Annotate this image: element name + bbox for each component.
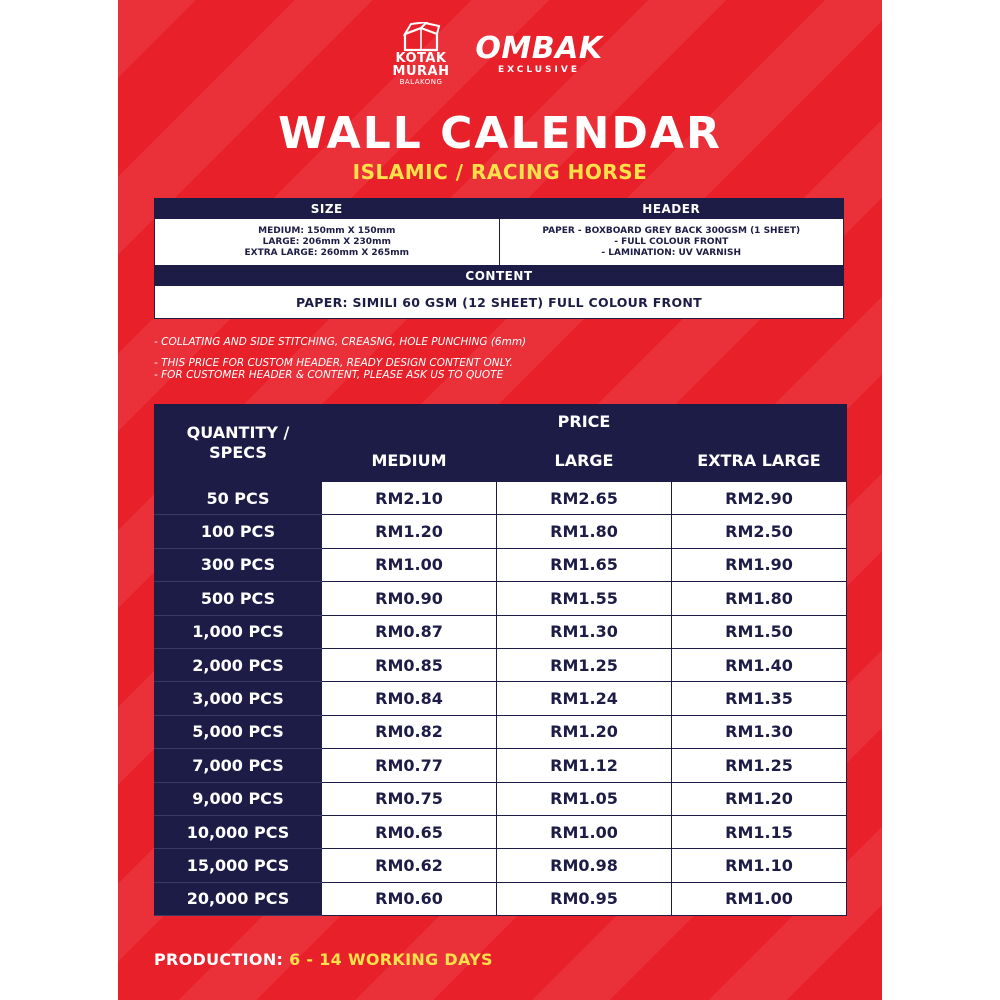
qty-cell: 3,000 PCS: [155, 682, 322, 715]
column-header-medium: MEDIUM: [322, 439, 497, 482]
table-row: [155, 882, 847, 915]
qty-cell: 10,000 PCS: [155, 815, 322, 848]
table-row: [155, 582, 847, 615]
price-medium-cell: RM1.00: [322, 548, 497, 581]
table-row: [155, 615, 847, 648]
price-medium-cell: RM0.75: [322, 782, 497, 815]
header-spec-header: HEADER: [499, 199, 844, 219]
content-details: PAPER: SIMILI 60 GSM (12 SHEET) FULL COLOUR FRONT: [155, 286, 844, 319]
qty-cell: 9,000 PCS: [155, 782, 322, 815]
price-xl-cell: RM1.10: [672, 849, 847, 882]
quantity-header: [155, 405, 322, 482]
content-header: CONTENT: [155, 266, 844, 286]
price-large-cell: RM0.98: [497, 849, 672, 882]
price-large-cell: RM1.00: [497, 815, 672, 848]
note-line: - COLLATING AND SIDE STITCHING, CREASNG, HOLE PUNCHING (6mm): [154, 336, 527, 348]
size-line: LARGE: 206mm X 230mm: [262, 236, 391, 247]
price-large-cell: RM1.80: [497, 515, 672, 548]
price-table: [154, 404, 847, 916]
price-large-cell: RM2.65: [497, 482, 672, 515]
location-text: BALAKONG: [399, 78, 443, 86]
price-large-cell: RM0.95: [497, 882, 672, 915]
table-row: [155, 715, 847, 748]
price-xl-cell: RM1.50: [672, 615, 847, 648]
price-medium-cell: RM0.87: [322, 615, 497, 648]
price-xl-cell: RM1.20: [672, 782, 847, 815]
price-medium-cell: RM0.90: [322, 582, 497, 615]
size-line: EXTRA LARGE: 260mm X 265mm: [244, 247, 409, 258]
header-line: - FULL COLOUR FRONT: [614, 236, 729, 247]
qty-cell: 100 PCS: [155, 515, 322, 548]
price-large-cell: RM1.24: [497, 682, 672, 715]
production-label: PRODUCTION:: [154, 950, 284, 969]
table-row: [155, 849, 847, 882]
price-medium-cell: RM0.65: [322, 815, 497, 848]
qty-cell: 15,000 PCS: [155, 849, 322, 882]
price-medium-cell: RM0.62: [322, 849, 497, 882]
price-xl-cell: RM2.90: [672, 482, 847, 515]
qty-cell: 50 PCS: [155, 482, 322, 515]
page-subtitle: ISLAMIC / RACING HORSE: [352, 160, 648, 184]
header-line: - LAMINATION: UV VARNISH: [601, 247, 742, 258]
notes: [154, 336, 526, 381]
header-line: PAPER - BOXBOARD GREY BACK 300GSM (1 SHEET): [542, 225, 801, 236]
page-title: WALL CALENDAR: [278, 108, 722, 159]
price-xl-cell: RM1.25: [672, 749, 847, 782]
table-row: [155, 749, 847, 782]
price-xl-cell: RM1.30: [672, 715, 847, 748]
size-line: MEDIUM: 150mm X 150mm: [258, 225, 396, 236]
quantity-header-line: SPECS: [209, 443, 267, 462]
column-header-extra-large: EXTRA LARGE: [672, 439, 847, 482]
price-large-cell: RM1.65: [497, 548, 672, 581]
price-medium-cell: RM0.85: [322, 648, 497, 681]
qty-cell: 1,000 PCS: [155, 615, 322, 648]
poster: [118, 0, 882, 1000]
table-row: [155, 515, 847, 548]
price-table-body: [155, 482, 847, 916]
table-row: [155, 815, 847, 848]
price-medium-cell: RM0.77: [322, 749, 497, 782]
qty-cell: 500 PCS: [155, 582, 322, 615]
size-header: SIZE: [155, 199, 500, 219]
price-xl-cell: RM1.15: [672, 815, 847, 848]
price-medium-cell: RM1.20: [322, 515, 497, 548]
column-header-large: LARGE: [497, 439, 672, 482]
note-line: - FOR CUSTOMER HEADER & CONTENT, PLEASE ASK US TO QUOTE: [154, 369, 504, 381]
ombak-wordmark: OMBAK: [475, 31, 603, 66]
price-large-cell: RM1.05: [497, 782, 672, 815]
qty-cell: 300 PCS: [155, 548, 322, 581]
kotak-murah-logo: [386, 22, 456, 98]
spec-table: [154, 198, 844, 319]
ombak-logo: [474, 31, 604, 76]
murah-text: MURAH: [392, 64, 450, 79]
qty-cell: 20,000 PCS: [155, 882, 322, 915]
qty-cell: 5,000 PCS: [155, 715, 322, 748]
price-large-cell: RM1.55: [497, 582, 672, 615]
table-row: [155, 548, 847, 581]
price-xl-cell: RM1.00: [672, 882, 847, 915]
price-medium-cell: RM0.82: [322, 715, 497, 748]
qty-cell: 2,000 PCS: [155, 648, 322, 681]
note-line: - THIS PRICE FOR CUSTOM HEADER, READY DESIGN CONTENT ONLY.: [154, 357, 513, 369]
price-large-cell: RM1.12: [497, 749, 672, 782]
price-medium-cell: RM0.60: [322, 882, 497, 915]
box-icon: [401, 22, 441, 52]
quantity-header-line: QUANTITY /: [186, 423, 290, 442]
table-row: [155, 648, 847, 681]
size-details: [155, 219, 500, 266]
price-medium-cell: RM2.10: [322, 482, 497, 515]
price-xl-cell: RM1.80: [672, 582, 847, 615]
price-medium-cell: RM0.84: [322, 682, 497, 715]
price-header: PRICE: [322, 405, 847, 439]
kotak-text: KOTAK: [395, 51, 447, 66]
qty-cell: 7,000 PCS: [155, 749, 322, 782]
price-xl-cell: RM1.40: [672, 648, 847, 681]
price-xl-cell: RM1.35: [672, 682, 847, 715]
production-days: 6 - 14 WORKING DAYS: [289, 950, 493, 969]
price-large-cell: RM1.20: [497, 715, 672, 748]
header-details: [499, 219, 844, 266]
table-row: [155, 482, 847, 515]
table-row: [155, 782, 847, 815]
price-large-cell: RM1.30: [497, 615, 672, 648]
table-row: [155, 682, 847, 715]
price-large-cell: RM1.25: [497, 648, 672, 681]
ombak-subtext: EXCLUSIVE: [497, 65, 581, 75]
production-info: [154, 950, 493, 969]
price-xl-cell: RM1.90: [672, 548, 847, 581]
price-xl-cell: RM2.50: [672, 515, 847, 548]
logo-bar: [118, 22, 882, 102]
